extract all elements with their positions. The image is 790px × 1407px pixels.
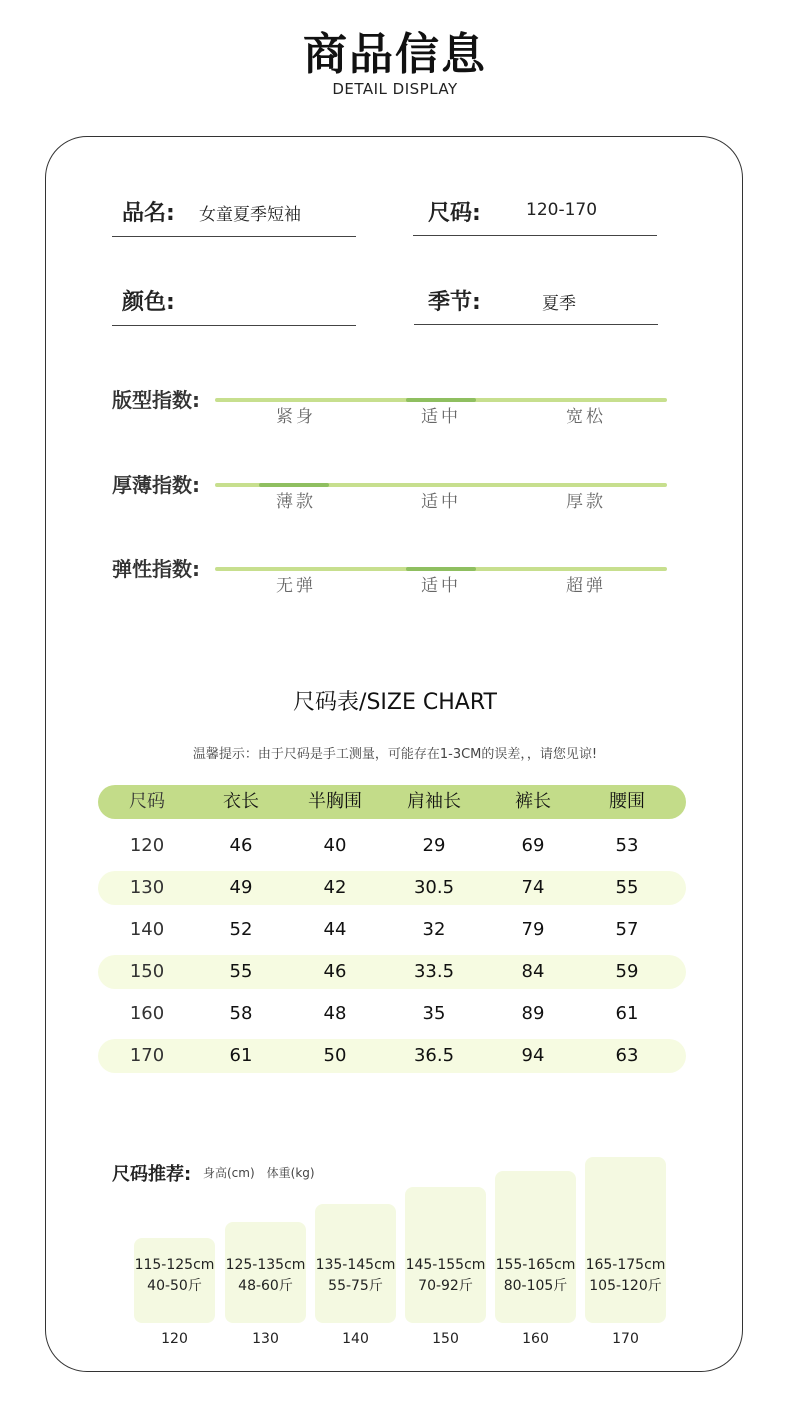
recommendation-size: 140 (342, 1331, 369, 1347)
table-cell: 61 (229, 1045, 253, 1066)
page-title: 商品信息 (303, 29, 487, 80)
recommendation-size: 150 (432, 1331, 459, 1347)
table-row (98, 955, 686, 989)
recommendation-weight: 55-75斤 (328, 1278, 383, 1294)
recommendation-size: 120 (161, 1331, 188, 1347)
page-subtitle: DETAIL DISPLAY (332, 80, 458, 98)
table-cell: 94 (521, 1045, 545, 1066)
index-option: 无弹 (276, 576, 316, 596)
table-header-cell: 尺码 (129, 791, 165, 812)
table-cell: 52 (229, 919, 253, 940)
recommendation-weight: 48-60斤 (238, 1278, 293, 1294)
index-option: 超弹 (566, 576, 606, 596)
index-option: 薄款 (276, 492, 316, 512)
name-underline (112, 236, 356, 237)
name-value: 女童夏季短袖 (199, 205, 301, 225)
size-underline (413, 235, 657, 236)
recommendation-height: 165-175cm (585, 1257, 666, 1273)
color-underline (112, 325, 356, 326)
table-cell: 49 (229, 877, 253, 898)
table-cell: 32 (422, 919, 446, 940)
name-label: 品名: (122, 201, 175, 226)
table-cell: 29 (422, 835, 446, 856)
table-cell: 42 (323, 877, 347, 898)
table-cell: 55 (229, 961, 253, 982)
table-cell: 35 (422, 1003, 446, 1024)
table-cell: 74 (521, 877, 545, 898)
season-underline (414, 324, 658, 325)
index-option: 宽松 (566, 407, 606, 427)
size-label: 尺码: (428, 201, 481, 226)
season-label: 季节: (428, 290, 481, 315)
table-cell: 57 (615, 919, 639, 940)
table-cell: 44 (323, 919, 347, 940)
table-cell: 120 (129, 835, 165, 856)
table-header-cell: 半胸围 (308, 791, 362, 812)
table-cell: 79 (521, 919, 545, 940)
recommendation-size: 170 (612, 1331, 639, 1347)
recommendation-size: 160 (522, 1331, 549, 1347)
table-cell: 89 (521, 1003, 545, 1024)
table-row (98, 913, 686, 947)
index-option: 适中 (421, 576, 461, 596)
table-cell: 36.5 (413, 1045, 455, 1066)
table-cell: 55 (615, 877, 639, 898)
size-chart-tip: 温馨提示：由于尺码是手工测量，可能存在1-3CM的误差，，请您见谅! (192, 747, 598, 762)
table-row (98, 871, 686, 905)
size-chart-title: 尺码表/SIZE CHART (293, 690, 497, 715)
table-row (98, 829, 686, 863)
color-label: 颜色: (122, 290, 175, 315)
table-cell: 150 (129, 961, 165, 982)
table-row (98, 1039, 686, 1073)
table-row (98, 997, 686, 1031)
index-option: 厚款 (566, 492, 606, 512)
table-cell: 30.5 (413, 877, 455, 898)
recommendation-height: 155-165cm (495, 1257, 576, 1273)
table-cell: 53 (615, 835, 639, 856)
table-cell: 58 (229, 1003, 253, 1024)
recommendation-weight: 70-92斤 (418, 1278, 473, 1294)
index-option: 适中 (421, 492, 461, 512)
recommendation-sublabel: 身高(cm) 体重(kg) (203, 1166, 315, 1180)
table-header (98, 785, 686, 819)
recommendation-weight: 40-50斤 (147, 1278, 202, 1294)
index-label: 弹性指数: (112, 557, 200, 581)
table-cell: 46 (323, 961, 347, 982)
recommendation-height: 115-125cm (134, 1257, 215, 1273)
table-header-cell: 肩袖长 (407, 791, 461, 812)
size-value: 120-170 (526, 200, 598, 220)
recommendation-height: 135-145cm (315, 1257, 396, 1273)
recommendation-label: 尺码推荐: (112, 1164, 192, 1185)
table-cell: 170 (129, 1045, 165, 1066)
recommendation-size: 130 (252, 1331, 279, 1347)
table-cell: 46 (229, 835, 253, 856)
index-option: 紧身 (276, 407, 316, 427)
table-cell: 130 (129, 877, 165, 898)
recommendation-weight: 105-120斤 (589, 1278, 662, 1294)
table-cell: 61 (615, 1003, 639, 1024)
table-header-cell: 衣长 (223, 791, 259, 812)
recommendation-height: 145-155cm (405, 1257, 486, 1273)
recommendation-bar (495, 1171, 576, 1323)
table-cell: 50 (323, 1045, 347, 1066)
recommendation-height: 125-135cm (225, 1257, 306, 1273)
season-value: 夏季 (542, 294, 576, 314)
recommendation-weight: 80-105斤 (503, 1278, 568, 1294)
table-cell: 63 (615, 1045, 639, 1066)
recommendation-bar (585, 1157, 666, 1323)
table-cell: 59 (615, 961, 639, 982)
table-cell: 40 (323, 835, 347, 856)
index-label: 厚薄指数: (112, 473, 200, 497)
table-cell: 84 (521, 961, 545, 982)
table-header-cell: 裤长 (515, 791, 551, 812)
index-label: 版型指数: (112, 388, 200, 412)
table-cell: 140 (129, 919, 165, 940)
index-option: 适中 (421, 407, 461, 427)
table-cell: 160 (129, 1003, 165, 1024)
table-cell: 33.5 (413, 961, 455, 982)
table-cell: 69 (521, 835, 545, 856)
table-header-cell: 腰围 (609, 791, 645, 812)
table-cell: 48 (323, 1003, 347, 1024)
